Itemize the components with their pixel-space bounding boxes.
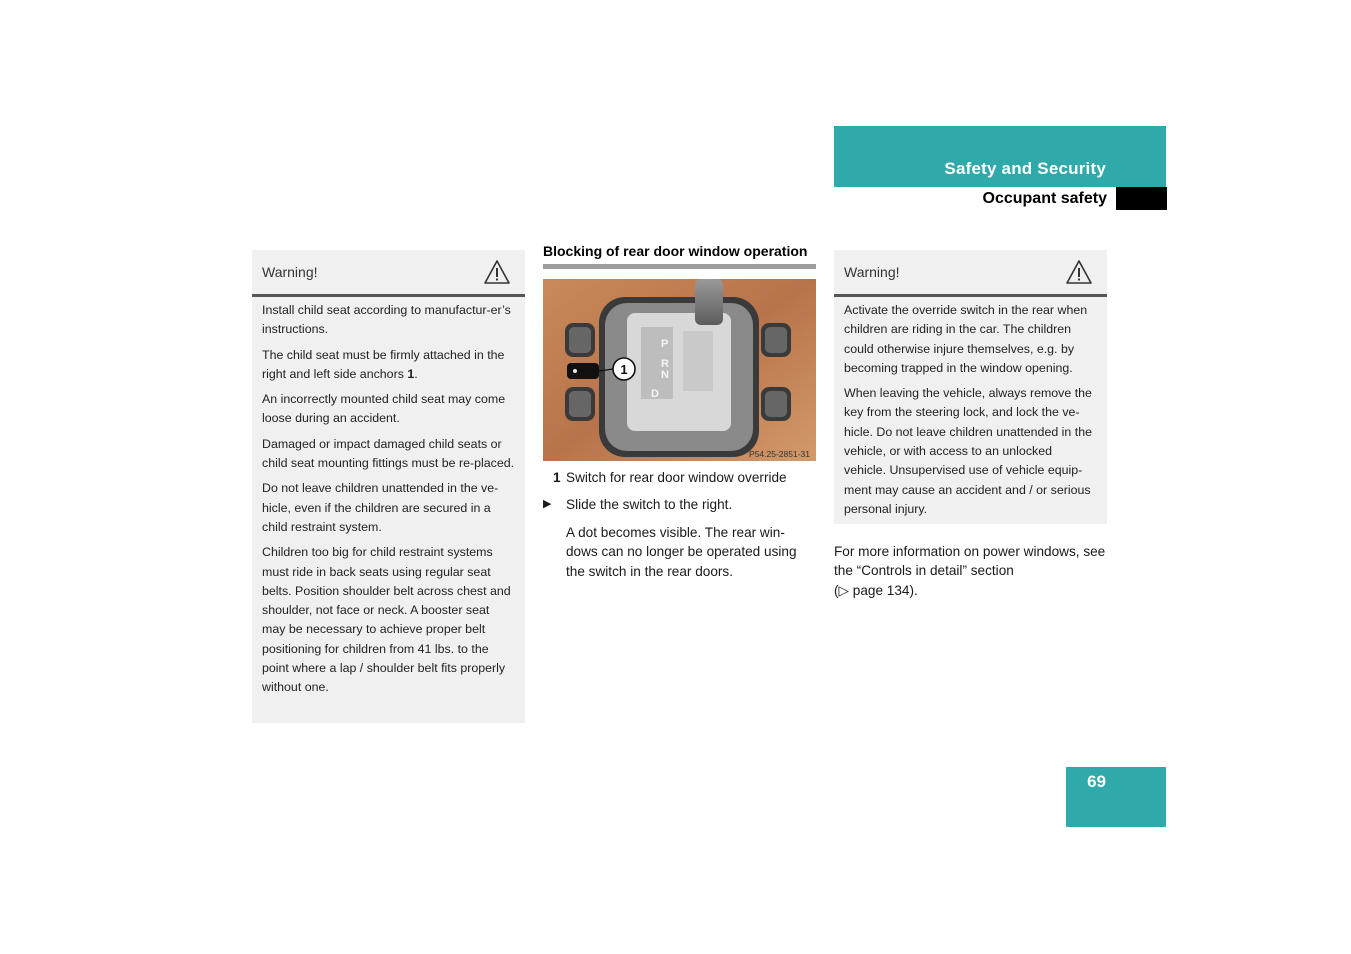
warning-paragraph: Activate the override switch in the rear when children are riding in the car. The children could otherwise injure themselves, e.g. by becoming trapped in the window opening.: [844, 303, 1088, 375]
gear-letter-d: D: [651, 388, 659, 400]
section-heading: Blocking of rear door window operation: [543, 243, 816, 269]
warning-paragraph: Do not leave children unattended in the ve-hicle, even if the children are secured in a child restraint system.: [262, 481, 499, 534]
warning-triangle-icon: [1065, 259, 1093, 285]
warning-body: [252, 297, 525, 708]
section-header-tab: [834, 126, 1166, 187]
subsection-marker: [1116, 187, 1167, 210]
anchor-suffix: .: [414, 366, 418, 381]
page-number: 69: [1087, 772, 1106, 791]
step-result: A dot becomes visible. The rear win-dows can no longer be operated using the switch in the rear doors.: [566, 524, 797, 579]
legend-text: Switch for rear door window override: [566, 470, 787, 485]
warning-box-override: [834, 250, 1107, 524]
legend-number: 1: [553, 470, 561, 485]
middle-column: [543, 243, 816, 581]
warning-paragraph: An incorrectly mounted child seat may come loose during an accident.: [262, 392, 506, 426]
warning-title: Warning!: [844, 264, 900, 280]
legend-item: [543, 468, 816, 487]
center-console-photo: [543, 279, 816, 461]
photo-code: P54.25-2851-31: [749, 449, 810, 459]
warning-body: [834, 297, 1107, 529]
page-number-tab: [1066, 767, 1166, 827]
console-illustration: [543, 279, 816, 461]
warning-header: [834, 250, 1107, 297]
anchor-reference: 1: [407, 366, 415, 381]
warning-paragraph: Install child seat according to manufactur-er’s instructions.: [262, 303, 511, 337]
step-text: Slide the switch to the right.: [566, 497, 733, 513]
warning-paragraph: [262, 346, 515, 385]
section-title: Safety and Security: [944, 159, 1106, 178]
gear-letter-r: R: [661, 358, 669, 370]
instruction-step: [543, 495, 816, 514]
warning-paragraph: Children too big for child restraint systems must ride in back seats using regular seat belts. Position shoulder belt across chest and shoulder, not face or neck. A booster seat may be necessary to achieve proper belt positioning for children from 41 lbs. to the point where a lap / shoulder belt fits properly without one.: [262, 545, 511, 695]
gear-letter-p: P: [661, 338, 669, 350]
warning-text: The child seat must be firmly attached in the right and left side anchors: [262, 347, 505, 381]
warning-header: [252, 250, 525, 297]
gear-letter-n: N: [661, 369, 669, 381]
warning-paragraph: Damaged or impact damaged child seats or child seat mounting fittings must be re-placed.: [262, 436, 515, 471]
warning-triangle-icon: [483, 259, 511, 285]
warning-title: Warning!: [262, 264, 318, 280]
warning-paragraph: When leaving the vehicle, always remove the key from the steering lock, and lock the ve-hicle. Do not leave children unattended in the vehicle, or with access to an unlocked vehicle. Unsupervised use of vehicle equip-ment may cause an accident and / or serious personal injury.: [844, 386, 1092, 516]
more-info-text: For more information on power windows, see the “Controls in detail” section: [834, 544, 1106, 579]
step-arrow-icon: ▶: [543, 498, 552, 511]
photo-callout-number: 1: [620, 362, 628, 377]
warning-box-child-seat: [252, 250, 525, 723]
subsection-title: Occupant safety: [982, 190, 1107, 207]
page-reference-link[interactable]: (▷ page 134).: [834, 582, 918, 598]
more-info-paragraph: [834, 542, 1109, 600]
